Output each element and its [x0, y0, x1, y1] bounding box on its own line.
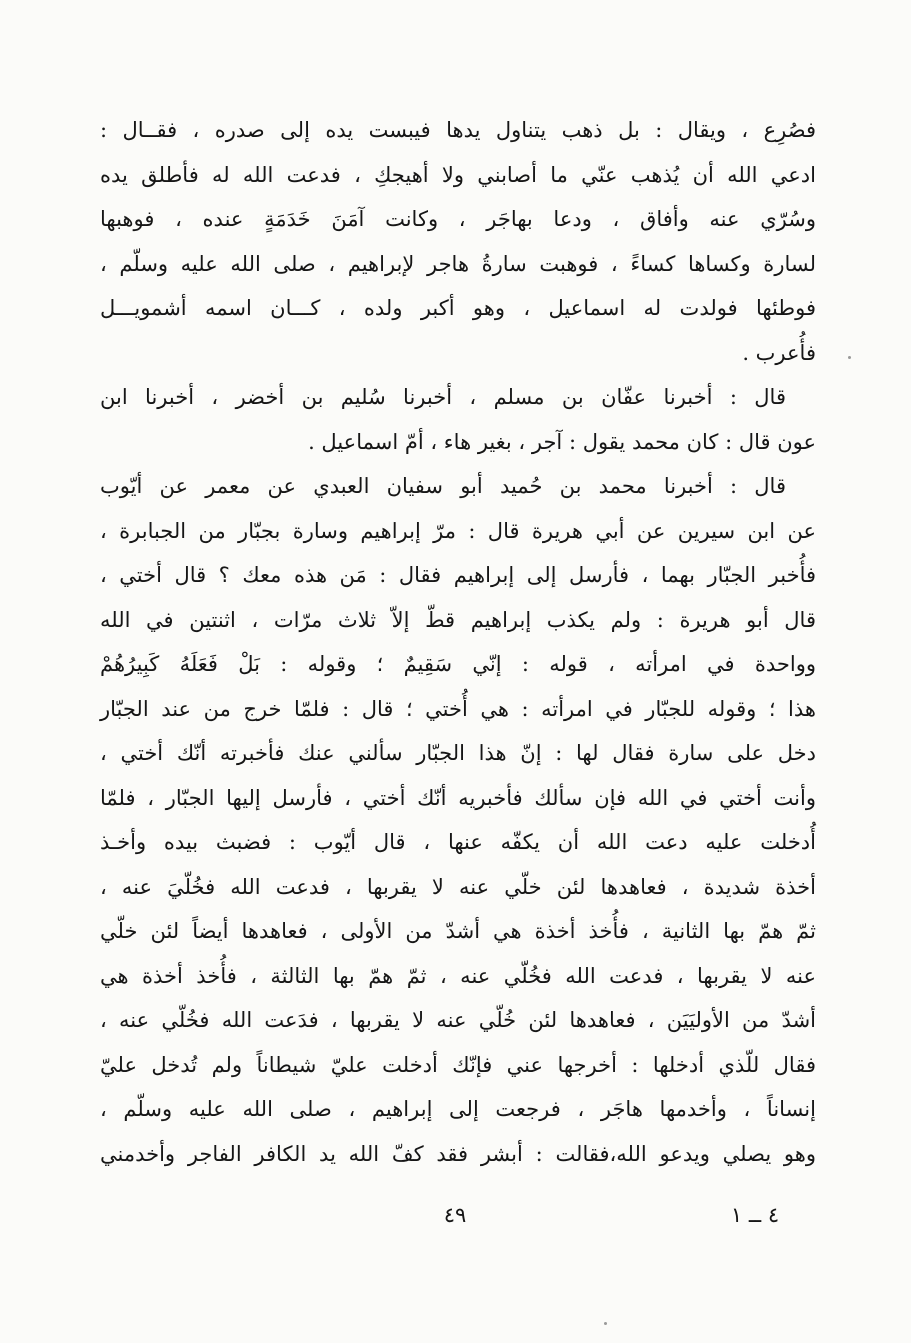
text-line: دخل على سارة فقال لها : إنّ هذا الجبّار سألني عنك فأخبرته أنّك أختي ،	[100, 741, 816, 765]
text-line: قال أبو هريرة : ولم يكذب إبراهيم قطّ إلاّ ثلاث مرّات ، اثنتين في الله	[100, 607, 816, 632]
text-line: أشدّ من الأوليَيَن ، فعاهدها لئن خُلّي عنه لا يقربها ، فدَعت الله فخُلّي عنه ،	[100, 1008, 816, 1032]
body-text	[100, 108, 816, 1176]
text-line: أخذة شديدة ، فعاهدها لئن خلّي عنه لا يقربها ، فدعت الله فخُلّيَ عنه ،	[100, 874, 816, 899]
text-line: عنه لا يقربها ، فدعت الله فخُلّي عنه ، ثمّ همّ بها الثالثة ، فأُخذ أخذة هي	[100, 963, 816, 988]
text-line: هذا ؛ وقوله للجبّار في امرأته : هي أُختي ؛ قال : فلمّا خرج من عند الجبّار	[100, 696, 816, 721]
text-line: وسُرّي عنه وأفاق ، ودعا بهاجَر ، وكانت آمَنَ خَدَمَةٍ عنده ، فوهبها	[100, 207, 816, 231]
text-line: عن ابن سيرين عن أبي هريرة قال : مرّ إبراهيم وسارة بجبّار من الجبابرة ،	[100, 518, 816, 543]
text-line: فقال للّذي أدخلها : أخرجها عني فإنّك أدخلت عليّ شيطاناً ولم تُدخل عليّ	[100, 1052, 816, 1077]
text-line: فوطئها فولدت له اسماعيل ، وهو أكبر ولده ، كـــان اسمه أشمويـــل	[100, 296, 816, 320]
text-line: ثمّ همّ بها الثانية ، فأُخذ أخذة هي أشدّ من الأولى ، فعاهدها أيضاً لئن خلّي	[100, 919, 816, 943]
text-line: إنساناً ، وأخدمها هاجَر ، فرجعت إلى إبراهيم ، صلى الله عليه وسلّم ،	[100, 1097, 816, 1121]
text-line: قال : أخبرنا عفّان بن مسلم ، أخبرنا سُليم بن أخضر ، أخبرنا ابن	[100, 385, 786, 409]
signature-mark: ٤ ــ ١	[730, 1203, 780, 1227]
text-line: وواحدة في امرأته ، قوله : إنّي سَقِيمٌ ؛ وقوله : بَلْ فَعَلَهُ كَبِيرُهُمْ	[100, 652, 816, 676]
text-line: لسارة وكساها كساءً ، فوهبت سارةُ هاجر لإبراهيم ، صلى الله عليه وسلّم ،	[100, 251, 816, 276]
text-line: أُدخلت عليه دعت الله أن يكفّه عنها ، قال أيّوب : فضبث بيده وأخـذ	[100, 830, 816, 854]
page-footer	[0, 1203, 911, 1243]
text-line: ادعي الله أن يُذهب عنّي ما أصابني ولا أهيجكِ ، فدعت الله له فأطلق يده	[100, 162, 816, 187]
paper-speck	[604, 1322, 607, 1325]
text-line: عون قال : كان محمد يقول : آجر ، بغير هاء ، أمّ اسماعيل .	[308, 429, 816, 454]
text-line: وهو يصلي ويدعو الله،فقالت : أبشر فقد كفّ الله يد الكافر الفاجر وأخدمني	[100, 1141, 816, 1166]
paper-speck	[848, 356, 851, 359]
text-line: وأنت أختي في الله فإن سألك فأخبريه أنّك أختي ، فأرسل إليها الجبّار ، فلمّا	[100, 785, 816, 810]
text-line: فأُخبر الجبّار بهما ، فأرسل إلى إبراهيم فقال : مَن هذه معك ؟ قال أختي ،	[100, 563, 817, 587]
text-line: فصُرِع ، ويقال : بل ذهب يتناول يدها فيبست يده إلى صدره ، فقــال :	[100, 118, 816, 142]
page-number: ٤٩	[443, 1203, 467, 1227]
text-line: قال : أخبرنا محمد بن حُميد أبو سفيان العبدي عن معمر عن أيّوب	[100, 474, 786, 498]
text-line: فأُعرب .	[742, 340, 816, 365]
